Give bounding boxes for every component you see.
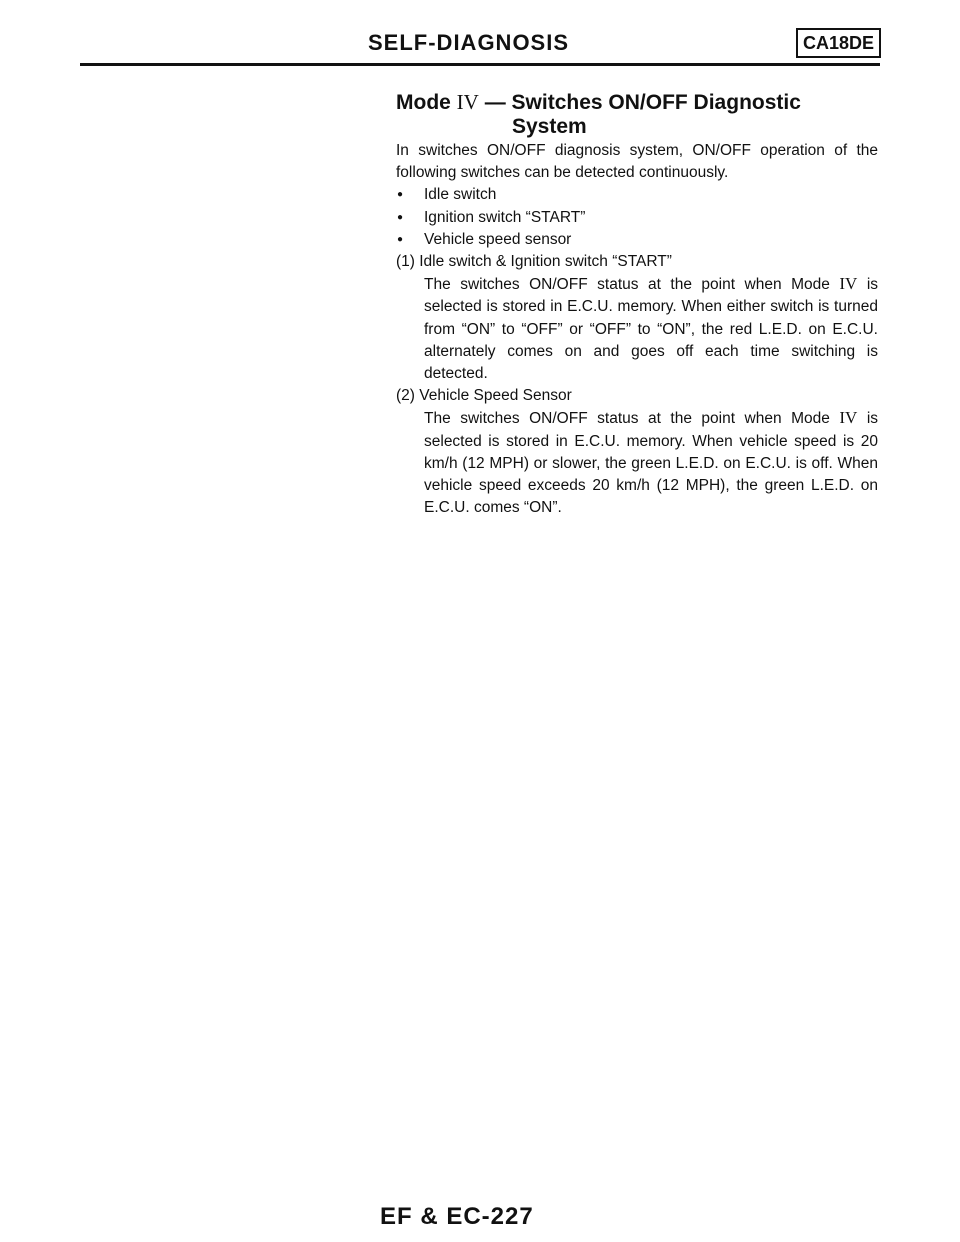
heading-mode-word: Mode	[396, 91, 451, 114]
document-body	[396, 140, 878, 519]
item-2-text-b: is selected is stored in E.C.U. memory. When vehicle speed is 20 km/h (12 MPH) or slower, the green L.E.D. on E.C.U. is off. When vehicle speed exceeds 20 km/h (12 MPH), the green L.E.D. on E.C.U. comes “ON”.	[424, 410, 879, 517]
page-footer-number: EF & EC-227	[380, 1203, 534, 1230]
item-1-text-b: is selected is stored in E.C.U. memory. When either switch is turned from “ON” to “OFF” or “OFF” to “ON”, the red L.E.D. on E.C.U. alternately comes on and goes off each time switching is detected.	[424, 276, 879, 383]
section-heading	[396, 90, 876, 139]
page-header-title: SELF-DIAGNOSIS	[368, 30, 570, 55]
item-2-roman: IV	[839, 408, 858, 428]
header-rule	[80, 63, 880, 66]
engine-code-badge: CA18DE	[796, 28, 881, 58]
numbered-item-2-label: (2) Vehicle Speed Sensor	[396, 387, 572, 405]
heading-line-1: Switches ON/OFF Diagnostic	[511, 91, 801, 114]
bullet-item: ● Idle switch	[396, 184, 878, 206]
heading-dash: —	[484, 91, 506, 114]
numbered-item-2-text	[396, 407, 878, 519]
bullet-item: ● Vehicle speed sensor	[396, 229, 878, 251]
numbered-item-1-label: (1) Idle switch & Ignition switch “START”	[396, 253, 672, 271]
heading-roman-numeral: IV	[456, 90, 479, 114]
heading-line-2: System	[512, 115, 587, 138]
bullet-item: ● Ignition switch “START”	[396, 207, 878, 229]
item-1-text-a: The switches ON/OFF status at the point when Mode	[424, 276, 830, 294]
item-1-roman: IV	[839, 274, 858, 294]
intro-paragraph: In switches ON/OFF diagnosis system, ON/OFF operation of the following switches can be detected continuously.	[396, 142, 878, 182]
item-2-text-a: The switches ON/OFF status at the point when Mode	[424, 410, 830, 428]
numbered-item-1-text	[396, 273, 878, 385]
